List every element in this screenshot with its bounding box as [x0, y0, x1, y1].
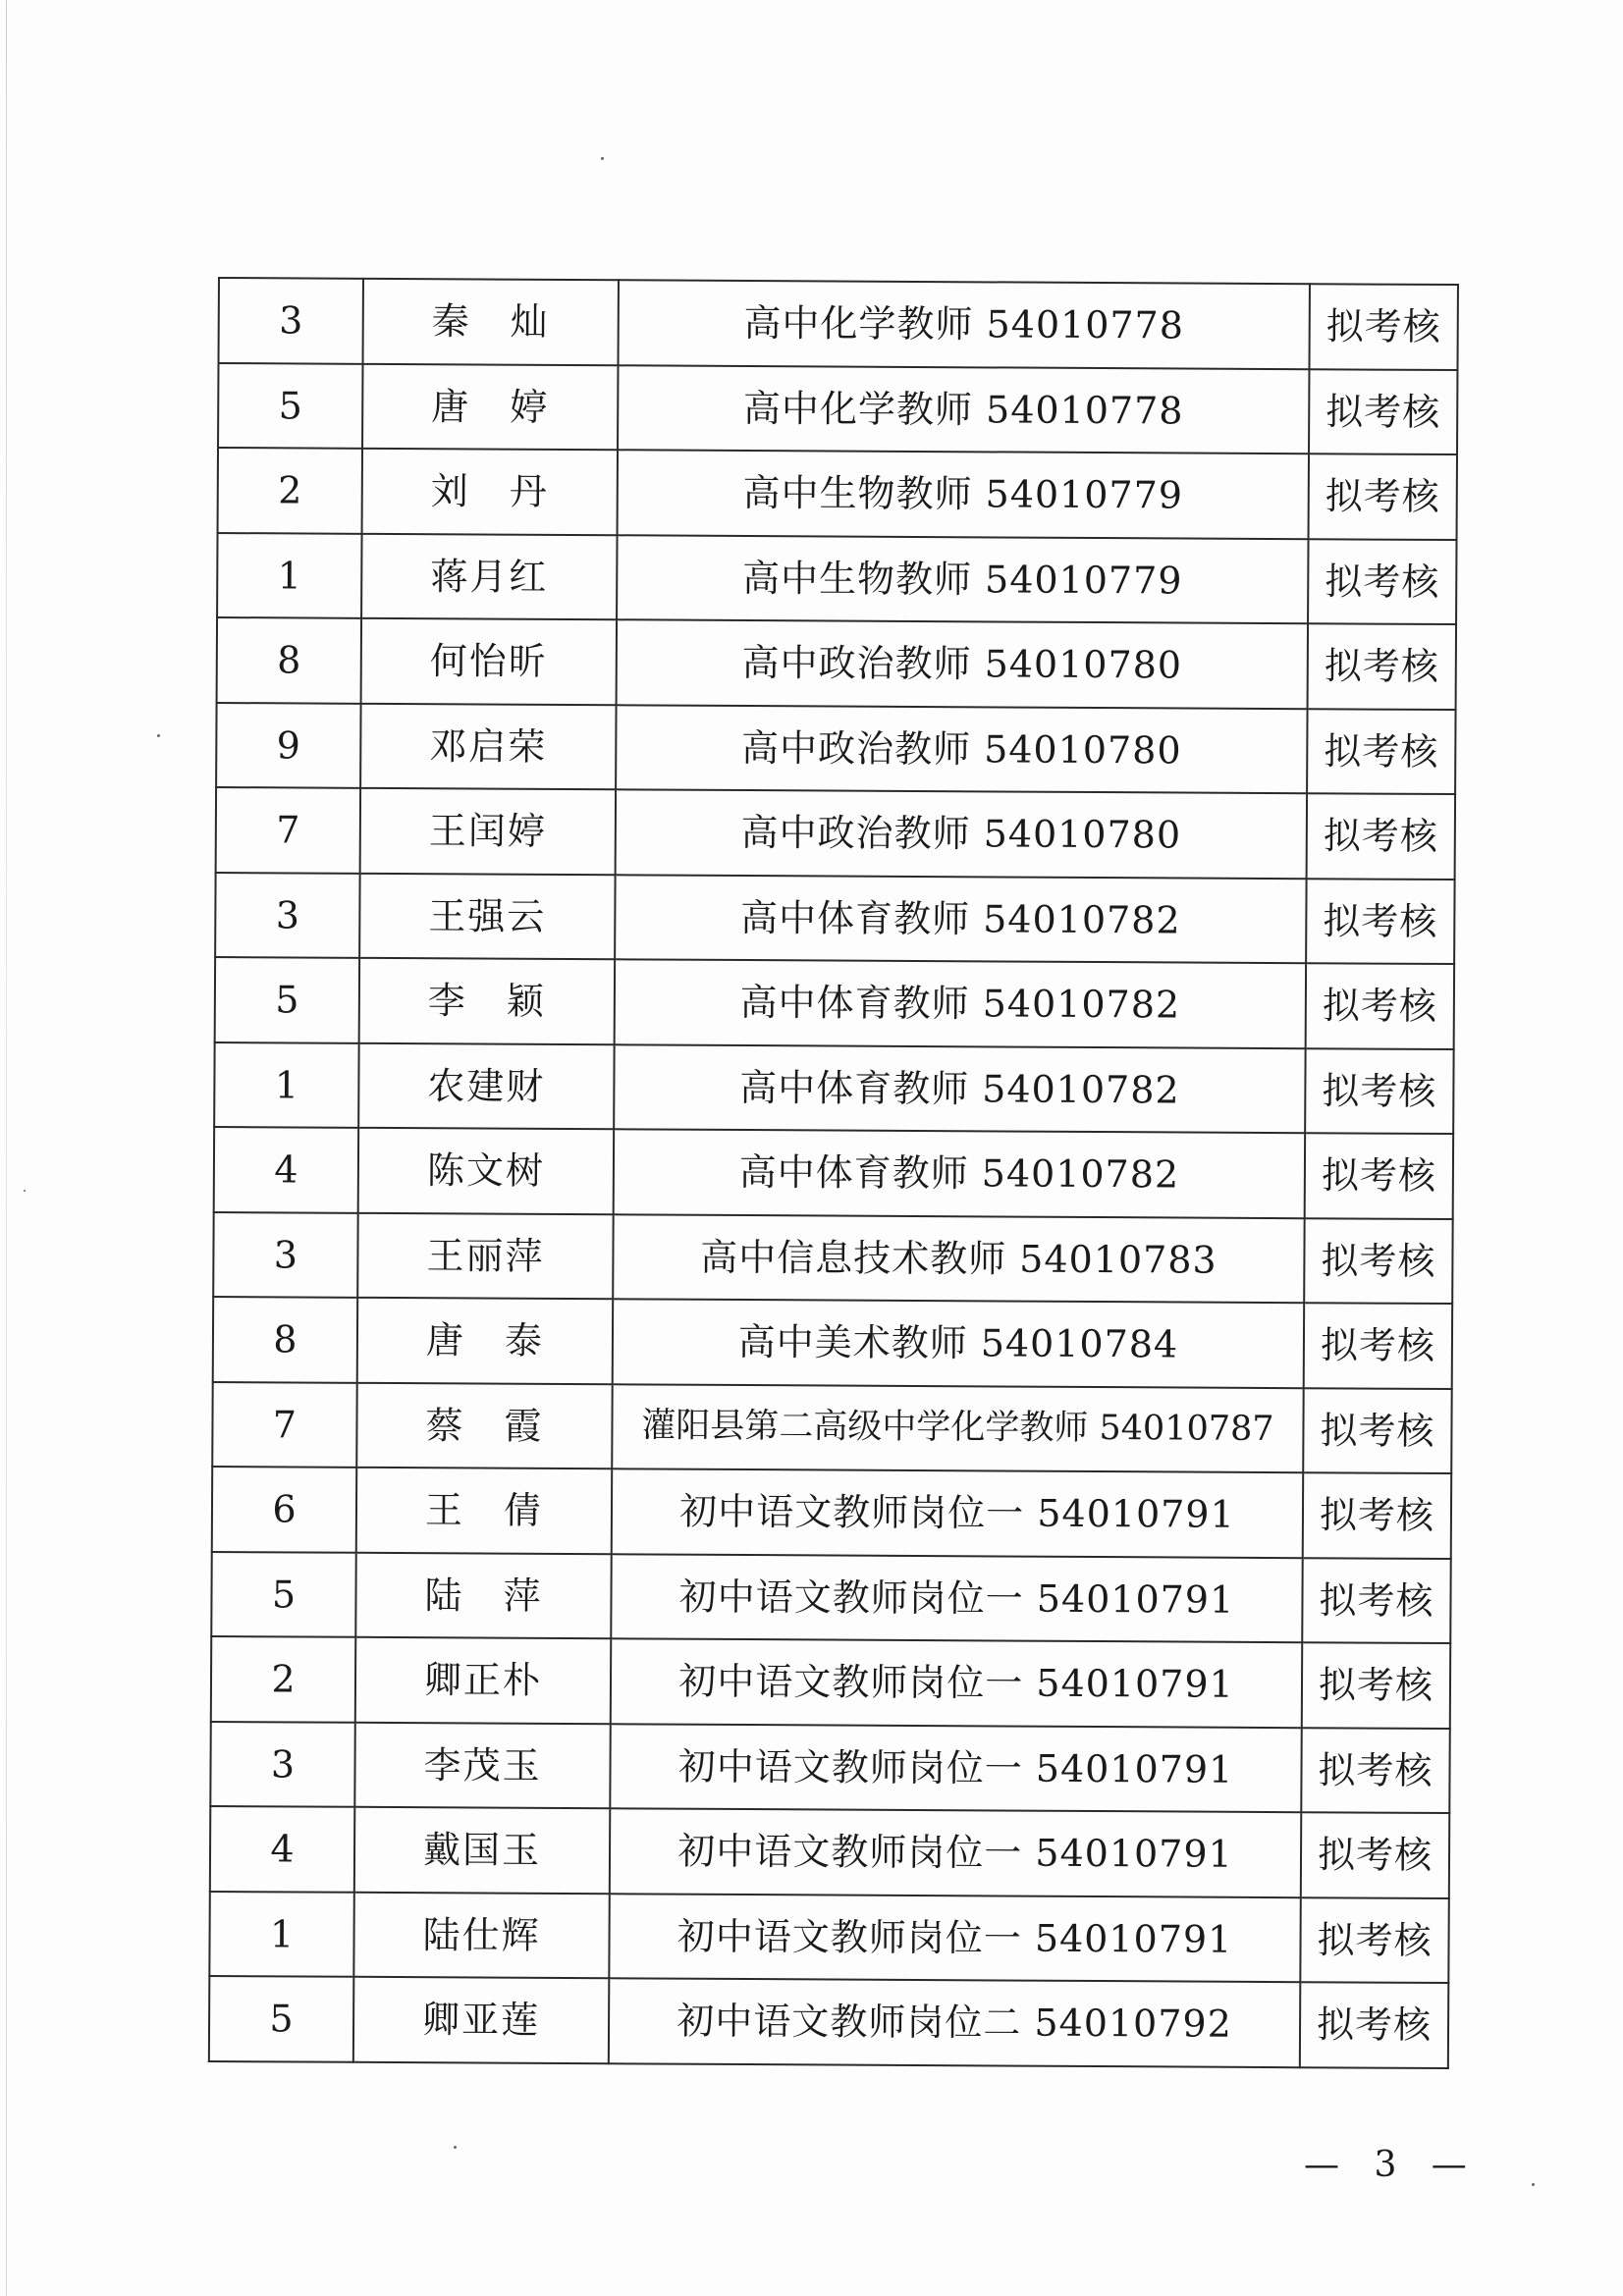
name-cell: 蒋月红 — [361, 533, 617, 619]
post-cell: 初中语文教师岗位二 54010792 — [609, 1978, 1300, 2066]
table-row — [219, 278, 1458, 370]
table-row — [213, 1211, 1452, 1304]
table-row — [217, 617, 1456, 710]
table-row — [217, 533, 1456, 625]
post-cell: 灌阳县第二高级中学化学教师 54010787 — [612, 1384, 1303, 1472]
table-row — [214, 1127, 1453, 1219]
post-cell: 初中语文教师岗位一 54010791 — [610, 1808, 1301, 1896]
post-cell: 初中语文教师岗位一 54010791 — [609, 1894, 1300, 1982]
name-cell: 戴国玉 — [354, 1807, 610, 1894]
candidate-table-body — [209, 278, 1458, 2068]
rank-cell: 2 — [211, 1636, 355, 1722]
name-cell: 秦 灿 — [363, 279, 619, 365]
status-cell: 拟考核 — [1303, 1472, 1451, 1558]
table-row — [218, 363, 1457, 455]
status-cell: 拟考核 — [1304, 1218, 1452, 1304]
name-cell: 王强云 — [359, 873, 615, 959]
table-row — [211, 1636, 1450, 1729]
name-cell: 李 颖 — [359, 958, 615, 1044]
table-row — [218, 448, 1457, 540]
status-cell: 拟考核 — [1302, 1558, 1450, 1643]
name-cell: 王丽萍 — [357, 1212, 613, 1299]
scan-speck — [601, 157, 604, 160]
status-cell: 拟考核 — [1307, 793, 1455, 879]
post-cell: 高中政治教师 54010780 — [616, 789, 1307, 878]
scan-speck — [1532, 2183, 1535, 2186]
name-cell: 唐 泰 — [357, 1298, 613, 1384]
rank-cell: 1 — [214, 1041, 358, 1127]
post-cell: 高中生物教师 54010779 — [618, 450, 1309, 538]
rank-cell: 7 — [216, 787, 360, 873]
status-cell: 拟考核 — [1301, 1812, 1449, 1897]
post-cell: 高中信息技术教师 54010783 — [613, 1214, 1304, 1303]
status-cell: 拟考核 — [1309, 369, 1457, 454]
rank-cell: 8 — [217, 617, 361, 703]
rank-cell: 9 — [216, 702, 360, 787]
rank-cell: 3 — [210, 1721, 354, 1806]
name-cell: 李茂玉 — [354, 1722, 610, 1808]
status-cell: 拟考核 — [1304, 1303, 1452, 1388]
rank-cell: 8 — [213, 1297, 357, 1382]
post-cell: 初中语文教师岗位一 54010791 — [611, 1554, 1302, 1642]
table-row — [209, 1891, 1448, 1983]
name-cell: 陆仕辉 — [353, 1892, 609, 1978]
name-cell: 陆 萍 — [355, 1552, 611, 1638]
rank-cell: 2 — [218, 448, 362, 533]
post-cell: 初中语文教师岗位一 54010791 — [611, 1638, 1302, 1727]
scan-speck — [157, 734, 160, 737]
post-cell: 高中体育教师 54010782 — [615, 959, 1306, 1047]
table-row — [216, 702, 1455, 794]
post-cell: 高中体育教师 54010782 — [614, 1044, 1305, 1133]
page-number: — 3 — — [1304, 2145, 1479, 2185]
status-cell: 拟考核 — [1306, 963, 1454, 1048]
scan-speck — [24, 1190, 26, 1192]
status-cell: 拟考核 — [1308, 623, 1456, 709]
rank-cell: 3 — [213, 1211, 357, 1297]
status-cell: 拟考核 — [1303, 1388, 1451, 1473]
rank-cell: 3 — [219, 278, 363, 363]
scan-speck — [454, 2146, 457, 2149]
name-cell: 陈文树 — [358, 1128, 614, 1214]
post-cell: 初中语文教师岗位一 54010791 — [610, 1724, 1301, 1812]
table-row — [216, 787, 1455, 880]
table-row — [209, 1976, 1448, 2068]
status-cell: 拟考核 — [1305, 1048, 1453, 1134]
post-cell: 高中化学教师 54010778 — [618, 365, 1309, 454]
table-row — [214, 1041, 1453, 1134]
rank-cell: 3 — [215, 872, 359, 957]
table-row — [210, 1806, 1449, 1898]
status-cell: 拟考核 — [1302, 1642, 1450, 1728]
post-cell: 高中政治教师 54010780 — [617, 619, 1308, 708]
rank-cell: 7 — [212, 1381, 356, 1467]
name-cell: 邓启荣 — [360, 703, 616, 789]
rank-cell: 6 — [212, 1467, 356, 1552]
rank-cell: 4 — [210, 1806, 354, 1892]
status-cell: 拟考核 — [1307, 709, 1455, 794]
name-cell: 卿亚莲 — [353, 1977, 609, 2063]
rank-cell: 4 — [214, 1127, 358, 1212]
status-cell: 拟考核 — [1300, 1897, 1448, 1983]
status-cell: 拟考核 — [1308, 539, 1456, 624]
table-row — [212, 1381, 1451, 1473]
rank-cell: 5 — [211, 1551, 355, 1636]
name-cell: 王闰婷 — [360, 788, 616, 875]
post-cell: 初中语文教师岗位一 54010791 — [612, 1468, 1303, 1557]
post-cell: 高中生物教师 54010779 — [617, 535, 1308, 623]
status-cell: 拟考核 — [1305, 1133, 1453, 1218]
rank-cell: 5 — [209, 1976, 353, 2061]
name-cell: 王 倩 — [356, 1468, 612, 1554]
post-cell: 高中体育教师 54010782 — [614, 1129, 1305, 1217]
post-cell: 高中美术教师 54010784 — [613, 1299, 1304, 1387]
scan-edge — [6, 0, 7, 2296]
rank-cell: 1 — [217, 533, 361, 618]
status-cell: 拟考核 — [1306, 879, 1454, 964]
candidate-table — [208, 277, 1459, 2069]
rank-cell: 5 — [218, 363, 362, 449]
table-row — [210, 1721, 1449, 1813]
name-cell: 唐 婷 — [362, 363, 618, 450]
post-cell: 高中化学教师 54010778 — [619, 280, 1310, 368]
post-cell: 高中政治教师 54010780 — [616, 705, 1307, 793]
table-row — [215, 957, 1454, 1049]
rank-cell: 5 — [215, 957, 359, 1042]
table-row — [215, 872, 1454, 964]
name-cell: 蔡 霞 — [356, 1382, 612, 1468]
post-cell: 高中体育教师 54010782 — [615, 875, 1306, 963]
rank-cell: 1 — [209, 1891, 353, 1976]
table-row — [211, 1551, 1450, 1643]
name-cell: 农建财 — [358, 1042, 614, 1129]
status-cell: 拟考核 — [1309, 454, 1457, 539]
status-cell: 拟考核 — [1309, 284, 1457, 369]
table-row — [212, 1467, 1451, 1559]
table-row — [213, 1297, 1452, 1389]
name-cell: 何怡昕 — [361, 618, 617, 705]
status-cell: 拟考核 — [1301, 1728, 1449, 1813]
name-cell: 刘 丹 — [362, 449, 618, 535]
name-cell: 卿正朴 — [355, 1637, 611, 1724]
status-cell: 拟考核 — [1300, 1982, 1448, 2067]
